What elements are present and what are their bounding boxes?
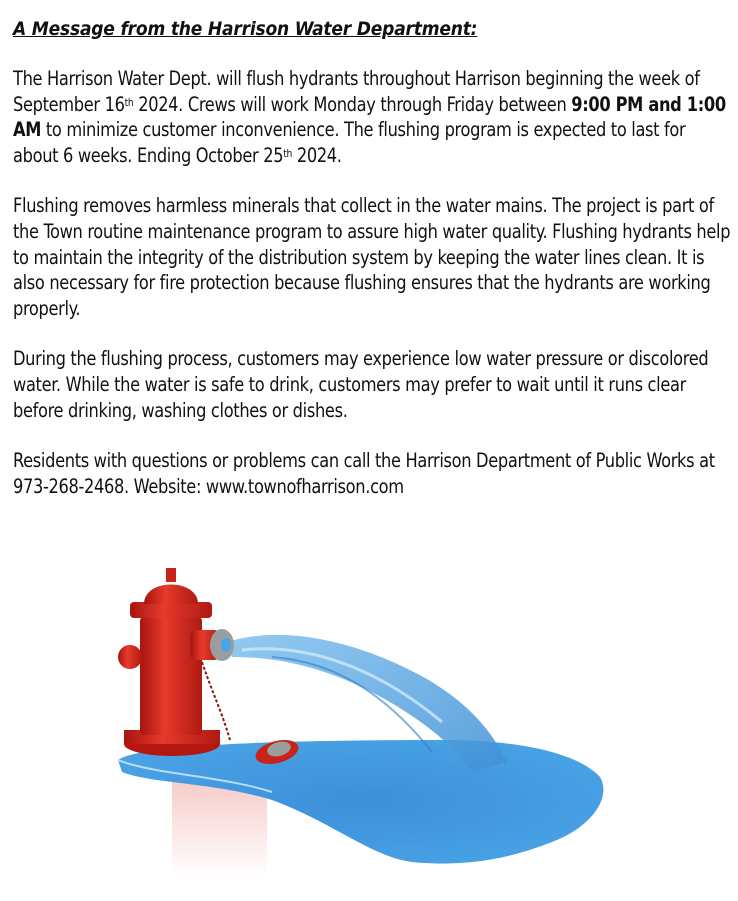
- schedule-text-2: 2024. Crews will work Monday through Friday between: [133, 92, 572, 116]
- notice-document: [13, 17, 729, 524]
- advisory-paragraph: During the flushing process, customers may experience low water pressure or discolored water. While the water is safe to drink, customers may prefer to wait until it runs clear before drinking, washing clothes or dishes.: [13, 347, 709, 422]
- hydrant-illustration: [112, 562, 642, 897]
- ordinal-suffix: th: [283, 146, 292, 160]
- fire-hydrant-icon: [112, 562, 642, 897]
- notice-title: A Message from the Harrison Water Department:: [13, 18, 478, 40]
- purpose-paragraph: Flushing removes harmless minerals that collect in the water mains. The project is part of the Town routine maintenance program to assure high water quality. Flushing hydrants help to maintain the integrity of the distribution system by keeping the water lines clean. It is also necessary for fire protection because flushing ensures that the hydrants are working properly.: [13, 194, 731, 320]
- schedule-paragraph: [13, 66, 734, 168]
- contact-paragraph: Residents with questions or problems can call the Harrison Department of Public Works at 973-268-2468. Website: www.townofharrison.com: [13, 449, 715, 498]
- schedule-text-1: The Harrison Water Dept. will flush hydrants throughout Harrison beginning the week of September 16: [13, 67, 700, 116]
- schedule-text-4: 2024.: [292, 143, 342, 167]
- ordinal-suffix: th: [124, 95, 134, 109]
- schedule-text-3: to minimize customer inconvenience. The flushing program is expected to last for about 6 weeks. Ending October 25: [13, 118, 686, 167]
- work-hours: 9:00 PM and 1:00 AM: [13, 92, 726, 142]
